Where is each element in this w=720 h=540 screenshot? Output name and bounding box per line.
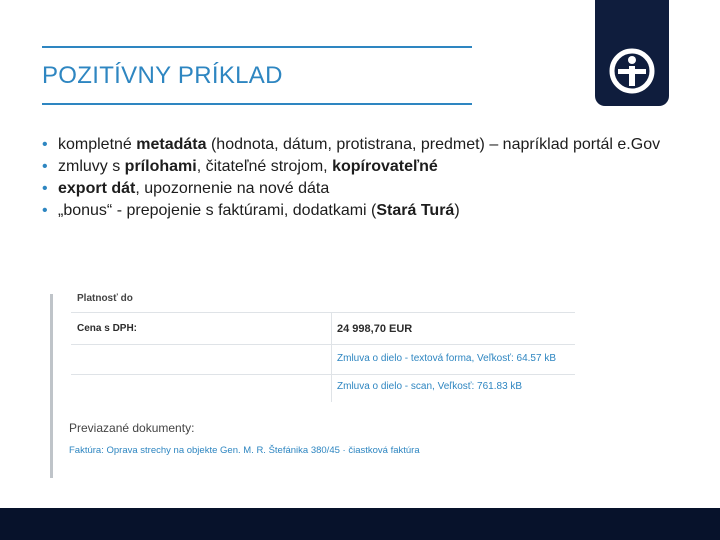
- bullet-item: • zmluvy s prílohami, čitateľné strojom, kopírovateľné: [42, 156, 662, 178]
- bullet-dot: •: [42, 136, 48, 153]
- attachment-row: [71, 374, 575, 402]
- attachment-row: [71, 346, 575, 375]
- price-label: Cena s DPH:: [77, 323, 138, 334]
- price-value: 24 998,70 EUR: [337, 323, 413, 335]
- bullet-item: • export dát, upozornenie na nové dáta: [42, 178, 662, 200]
- bullet-dot: •: [42, 202, 48, 219]
- validity-row: [71, 294, 575, 313]
- price-row: [71, 316, 575, 345]
- logo-tab: [595, 0, 669, 106]
- bullet-dot: •: [42, 158, 48, 175]
- embedded-screenshot: [50, 294, 581, 478]
- footer-bar: [0, 508, 720, 540]
- related-invoice-link[interactable]: Faktúra: Oprava strechy na objekte Gen. M. R. Štefánika 380/45 · čiastková faktúra: [69, 445, 420, 456]
- bullet-item: • kompletné metadáta (hodnota, dátum, protistrana, predmet) – napríklad portál e.Gov: [42, 134, 662, 156]
- slide-title: POZITÍVNY PRÍKLAD: [42, 62, 283, 89]
- title-rule-top: [42, 46, 472, 48]
- title-rule-bottom: [42, 103, 472, 105]
- bullet-item: • „bonus“ - prepojenie s faktúrami, dodatkami (Stará Turá): [42, 200, 662, 222]
- attachment-link-text[interactable]: Zmluva o dielo - textová forma, Veľkosť: 64.57 kB: [337, 353, 556, 364]
- attachment-link-scan[interactable]: Zmluva o dielo - scan, Veľkosť: 761.83 kB: [337, 381, 523, 392]
- bullet-list: [42, 134, 662, 222]
- transparency-logo-icon: [608, 47, 656, 95]
- bullet-dot: •: [42, 180, 48, 197]
- related-documents-title: Previazané dokumenty:: [69, 421, 195, 435]
- validity-label: Platnosť do: [77, 293, 133, 304]
